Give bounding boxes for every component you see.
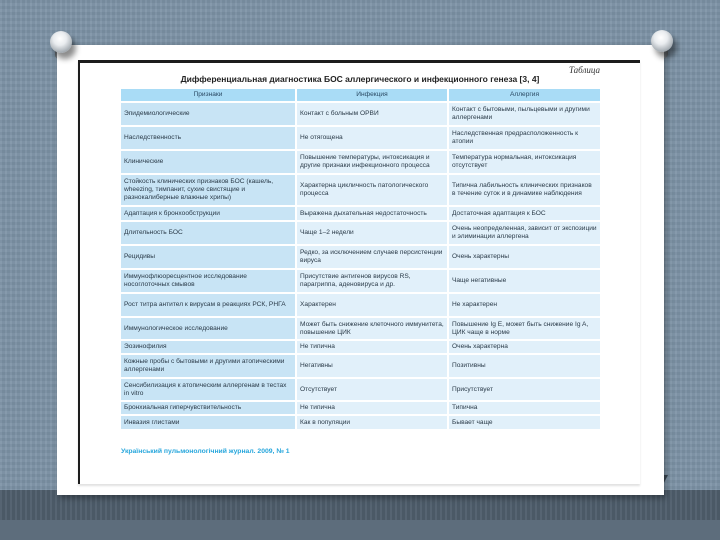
source-citation: Український пульмонологічний журнал. 2009, № 1 <box>121 448 290 455</box>
row-infection: Повышение температуры, интоксикация и другие признаки инфекционного процесса <box>297 151 447 173</box>
row-allergy: Температура нормальная, интоксикация отсутствует <box>449 151 600 173</box>
header-allergy: Аллергия <box>449 89 600 101</box>
row-infection: Выражена дыхательная недостаточность <box>297 207 447 220</box>
row-sign: Рост титра антител к вирусам в реакциях РСК, РНГА <box>121 294 295 316</box>
row-allergy: Контакт с бытовыми, пыльцевыми и другими аллергенами <box>449 103 600 125</box>
row-infection: Не типична <box>297 402 447 414</box>
row-sign: Иммунофлюоресцентное исследование носоглоточных смывов <box>121 270 295 292</box>
row-sign: Длительность БОС <box>121 222 295 244</box>
row-allergy: Позитивны <box>449 355 600 377</box>
row-sign: Инвазия глистами <box>121 416 295 429</box>
row-infection: Не отягощена <box>297 127 447 149</box>
row-allergy: Не характерен <box>449 294 600 316</box>
row-infection: Характерен <box>297 294 447 316</box>
header-signs: Признаки <box>121 89 295 101</box>
row-allergy: Чаще негативные <box>449 270 600 292</box>
row-allergy: Бывает чаще <box>449 416 600 429</box>
row-infection: Может быть снижение клеточного иммунитета, повышение ЦИК <box>297 318 447 339</box>
row-allergy: Достаточная адаптация к БОС <box>449 207 600 220</box>
table-title: Дифференциальная диагностика БОС аллергического и инфекционного генеза [3, 4] <box>180 74 540 84</box>
row-sign: Иммунологическое исследование <box>121 318 295 339</box>
row-infection: Не типична <box>297 341 447 353</box>
row-allergy: Типична лабильность клинических признаков в течение суток и в динамике наблюдения <box>449 175 600 205</box>
pushpin-icon-right <box>651 30 673 52</box>
diagnosis-table <box>121 89 600 429</box>
row-sign: Клинические <box>121 151 295 173</box>
row-allergy: Присутствует <box>449 379 600 400</box>
row-allergy: Очень характерна <box>449 341 600 353</box>
row-infection: Чаще 1–2 недели <box>297 222 447 244</box>
row-infection: Присутствие антигенов вирусов RS, парагриппа, аденовируса и др. <box>297 270 447 292</box>
row-sign: Стойкость клинических признаков БОС (кашель, wheezing, тимпанит, сухие свистящие и разнокалиберные влажные хрипы) <box>121 175 295 205</box>
row-sign: Рецидивы <box>121 246 295 268</box>
row-infection: Редко, за исключением случаев персистенции вируса <box>297 246 447 268</box>
row-sign: Наследственность <box>121 127 295 149</box>
row-infection: Отсутствует <box>297 379 447 400</box>
row-sign: Адаптация к бронхообструкции <box>121 207 295 220</box>
row-allergy: Очень неопределенная, зависит от экспозиции и элиминации аллергена <box>449 222 600 244</box>
row-allergy: Очень характерны <box>449 246 600 268</box>
header-infection: Инфекция <box>297 89 447 101</box>
row-sign: Эпидемиологические <box>121 103 295 125</box>
row-sign: Эозинофилия <box>121 341 295 353</box>
row-infection: Негативны <box>297 355 447 377</box>
slide-bottom-band-lower <box>0 520 720 540</box>
row-infection: Как в популяции <box>297 416 447 429</box>
table-label: Таблица <box>568 65 600 75</box>
row-allergy: Повышение Ig E, может быть снижение Ig A, ЦИК чаще в норме <box>449 318 600 339</box>
row-infection: Контакт с больным ОРВИ <box>297 103 447 125</box>
row-sign: Бронхиальная гиперчувствительность <box>121 402 295 414</box>
row-sign: Сенсибилизация к атопическим аллергенам в тестах in vitro <box>121 379 295 400</box>
row-allergy: Типична <box>449 402 600 414</box>
row-allergy: Наследственная предрасположенность к атопии <box>449 127 600 149</box>
pushpin-icon-left <box>50 31 72 53</box>
row-infection: Характерна цикличность патологического процесса <box>297 175 447 205</box>
row-sign: Кожные пробы с бытовыми и другими атопическими аллергенами <box>121 355 295 377</box>
